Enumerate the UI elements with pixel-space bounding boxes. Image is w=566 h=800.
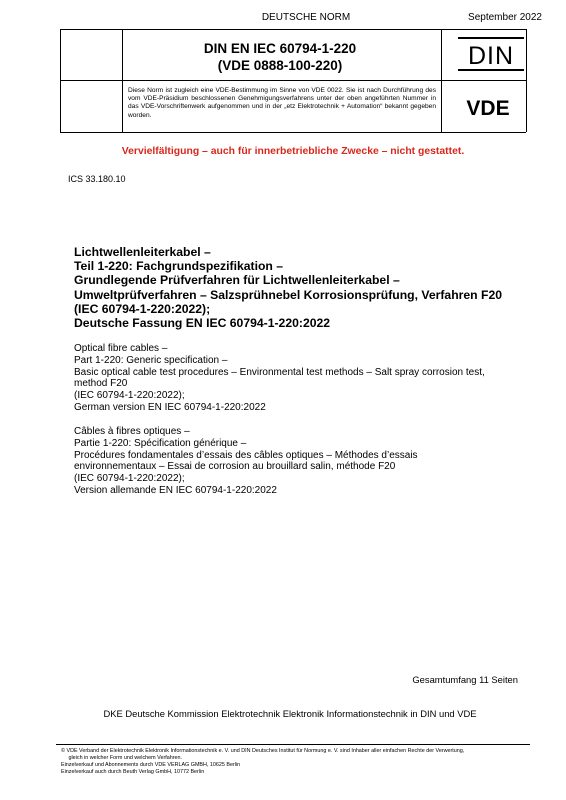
copyright-footer: [61, 748, 541, 776]
title-english-line: Part 1-220: Generic specification –: [74, 354, 228, 366]
title-french-line: (IEC 60794-1-220:2022);: [74, 473, 185, 485]
din-logo-text: DIN: [467, 42, 515, 70]
footer-divider: [56, 744, 530, 745]
title-english-line: method F20: [74, 378, 128, 390]
title-french-line: environnementaux – Essai de corrosion au brouillard salin, méthode F20: [74, 461, 396, 473]
frame-middle-line: [60, 80, 526, 81]
title-english-line: German version EN IEC 60794-1-220:2022: [74, 401, 266, 413]
title-english-line: Basic optical cable test procedures – Environmental test methods – Salt spray corrosion test,: [74, 366, 485, 378]
document-number-din: DIN EN IEC 60794-1-220: [203, 41, 357, 56]
title-english: [74, 343, 534, 414]
frame-top-line: [60, 29, 526, 30]
footer-line: Einzelverkauf und Abonnements durch VDE VERLAG GMBH, 10625 Berlin: [61, 761, 241, 768]
document-number-vde: (VDE 0888-100-220): [217, 58, 343, 73]
title-german: [74, 245, 534, 330]
footer-line: gleich in welcher Form und welchem Verfahren.: [61, 754, 183, 761]
footer-line: © VDE Verband der Elektrotechnik Elektronik Informationstechnik e. V. und DIN Deutsches Institut für Normung e. V. sind Inhaber aller einfachen Rechte der Verwertung,: [61, 748, 465, 754]
title-french-line: Procédures fondamentales d’essais des câbles optiques – Méthodes d’essais: [74, 449, 418, 461]
total-page-count: Gesamtumfang 11 Seiten: [412, 674, 518, 685]
title-french-line: Câbles à fibres optiques –: [74, 426, 190, 437]
title-german-line: Grundlegende Prüfverfahren für Lichtwellenleiterkabel –: [74, 273, 400, 288]
issue-date: September 2022: [468, 12, 542, 23]
title-english-line: Optical fibre cables –: [74, 343, 168, 354]
title-german-line: Teil 1-220: Fachgrundspezifikation –: [74, 259, 284, 274]
title-german-line: Umweltprüfverfahren – Salzsprühnebel Korrosionsprüfung, Verfahren F20: [74, 287, 503, 302]
title-english-line: (IEC 60794-1-220:2022);: [74, 390, 185, 402]
dke-committee: DKE Deutsche Kommission Elektrotechnik Elektronik Informationstechnik in DIN und VDE: [103, 708, 477, 719]
title-french-line: Version allemande EN IEC 60794-1-220:2022: [74, 484, 277, 496]
title-french-line: Partie 1-220: Spécification générique –: [74, 437, 247, 449]
vde-logo-text: VDE: [466, 97, 510, 118]
norm-type-label: DEUTSCHE NORM: [261, 12, 351, 23]
vde-logo: [446, 96, 530, 118]
title-german-line: (IEC 60794-1-220:2022);: [74, 301, 211, 316]
din-logo: [456, 36, 526, 72]
vde-regulation-note: Diese Norm ist zugleich eine VDE-Bestimmung im Sinne von VDE 0022. Sie ist nach Durchführung des vom VDE-Präsidium beschlossenen Genehmigungsverfahrens unter der oben angeführten Nummer in das VDE-Vorschriftenwerk aufgenommen und in der „etz Elektrotechnik + Automation“ bekannt gegeben worden.: [128, 87, 436, 119]
footer-line: Einzelverkauf auch durch Beuth Verlag GmbH, 10772 Berlin: [61, 768, 205, 775]
title-french: [74, 426, 534, 497]
document-number: [130, 40, 430, 74]
ics-classification: ICS 33.180.10: [68, 174, 126, 184]
title-german-line: Deutsche Fassung EN IEC 60794-1-220:2022: [74, 316, 331, 331]
frame-bottom-line: [60, 132, 526, 133]
title-german-line: Lichtwellenleiterkabel –: [74, 245, 211, 259]
reproduction-warning: Vervielfältigung – auch für innerbetriebliche Zwecke – nicht gestattet.: [121, 146, 465, 157]
